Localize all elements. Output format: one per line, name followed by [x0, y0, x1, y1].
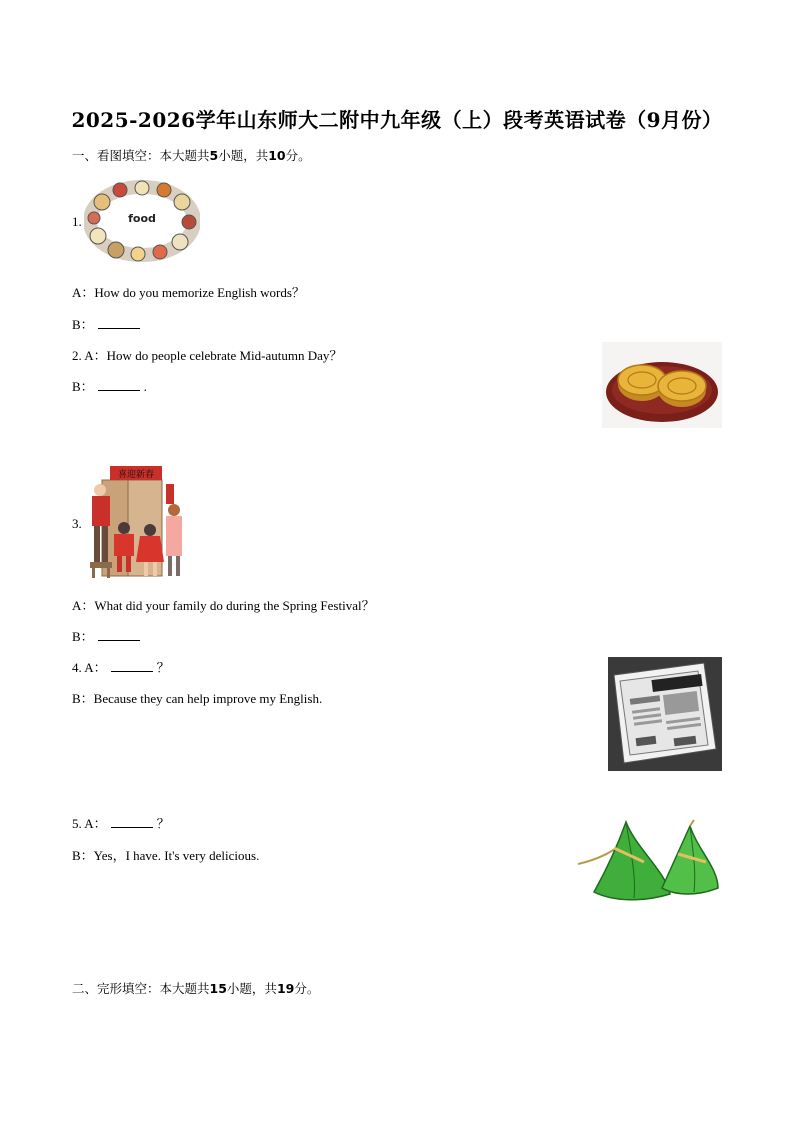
newspaper-image: [608, 657, 722, 771]
mooncake-image: [602, 342, 722, 428]
q1-answer-blank: [98, 316, 140, 329]
q3-number: 3.: [72, 516, 82, 531]
q3-b: B：: [72, 626, 144, 645]
q3-a: A：What did your family do during the Spring Festival？: [72, 598, 375, 613]
q3-answer-blank: [98, 628, 140, 641]
food-label: food: [128, 212, 156, 225]
q1-b: B：: [72, 314, 144, 333]
q4-answer-blank: [111, 659, 153, 672]
q2-b: B： .: [72, 379, 147, 394]
q5-answer-blank: [111, 815, 153, 828]
q1-a: A：How do you memorize English words？: [72, 285, 305, 300]
food-wreath-image: [84, 180, 200, 262]
q4-b: B：Because they can help improve my English.: [72, 691, 323, 706]
section-2-heading: 二、完形填空：本大题共15小题，共19分。: [72, 981, 320, 996]
q2-a: 2. A：How do people celebrate Mid-autumn Day？: [72, 348, 343, 363]
q5-b: B：Yes，I have. It's very delicious.: [72, 848, 260, 863]
spring-festival-family-image: [84, 462, 188, 580]
section-1-heading: 一、看图填空：本大题共5小题，共10分。: [72, 148, 311, 163]
q2-answer-blank: [98, 378, 140, 391]
q5-a: 5. A： ？: [72, 816, 170, 831]
banner-text: 喜迎新春: [117, 470, 155, 480]
zongzi-image: [574, 818, 722, 908]
page-title: 2025-2026学年山东师大二附中九年级（上）段考英语试卷（9月份）: [71, 108, 723, 132]
q1-number: 1.: [72, 214, 82, 229]
q4-a: 4. A： ？: [72, 660, 170, 675]
